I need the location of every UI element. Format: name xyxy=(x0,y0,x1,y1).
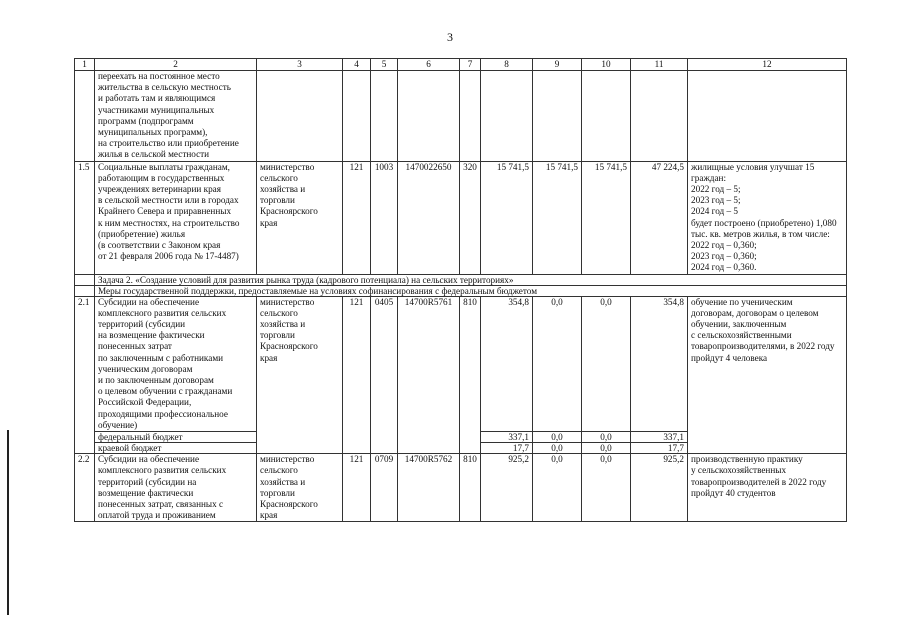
table-row-1-5 xyxy=(75,161,847,274)
table-row-2-1 xyxy=(75,296,847,431)
regional-2022: 17,7 xyxy=(481,443,533,454)
grbs-code: 121 xyxy=(343,161,371,274)
table-row-continuation xyxy=(75,71,847,162)
table-row-2-2 xyxy=(75,454,847,522)
budget-label: краевой бюджет xyxy=(95,443,257,454)
section-code: 0405 xyxy=(371,296,398,453)
amount-2024: 0,0 xyxy=(582,296,631,431)
regional-total: 17,7 xyxy=(631,443,688,454)
regional-2024: 0,0 xyxy=(582,443,631,454)
federal-2024: 0,0 xyxy=(582,432,631,443)
amount-2022: 925,2 xyxy=(481,454,533,522)
expense-type-code: 320 xyxy=(460,161,481,274)
header-cell: 10 xyxy=(582,59,631,71)
amount-2023: 0,0 xyxy=(533,454,582,522)
executor: министерство сельского хозяйства и торговли Красноярского края xyxy=(257,296,343,453)
executor: министерство сельского хозяйства и торговли Красноярского края xyxy=(257,161,343,274)
row-number: 2.1 xyxy=(75,296,95,453)
federal-2023: 0,0 xyxy=(533,432,582,443)
amount-total: 925,2 xyxy=(631,454,688,522)
header-cell: 11 xyxy=(631,59,688,71)
measures-row xyxy=(75,285,847,296)
task-title: Задача 2. «Создание условий для развития рынка труда (кадрового потенциала) на сельских территориях» xyxy=(95,274,847,285)
regional-2023: 0,0 xyxy=(533,443,582,454)
page-number: 3 xyxy=(447,30,453,44)
expected-result: жилищные условия улучшат 15 граждан: 2022 год – 5; 2023 год – 5; 2024 год – 5 будет построено (приобретено) 1,080 тыс. кв. метров жилья, в том числе: 2022 год – 0,360; 2023 год – 0,360; 2024 год – 0,360. xyxy=(688,161,847,274)
row-number: 2.2 xyxy=(75,454,95,522)
section-code: 1003 xyxy=(371,161,398,274)
measure-description: Субсидии на обеспечение комплексного развития сельских территорий (субсидии на возмещение фактически понесенных затрат по заключенным с работниками ученическим договорам и по заключенным договорам о целевом обучении с гражданами Российской Федерации, проходящими профессиональное обучение) xyxy=(95,296,257,431)
row-number: 1.5 xyxy=(75,161,95,274)
amount-2022: 15 741,5 xyxy=(481,161,533,274)
amount-total: 354,8 xyxy=(631,296,688,431)
header-cell: 6 xyxy=(398,59,460,71)
program-table xyxy=(74,58,847,522)
federal-total: 337,1 xyxy=(631,432,688,443)
section-code: 0709 xyxy=(371,454,398,522)
amount-2024: 0,0 xyxy=(582,454,631,522)
measures-title: Меры государственной поддержки, предоставляемые на условиях софинансирования с федеральным бюджетом xyxy=(95,285,847,296)
expense-type-code: 810 xyxy=(460,296,481,453)
federal-2022: 337,1 xyxy=(481,432,533,443)
measure-description: Социальные выплаты гражданам, работающим в государственных учреждениях ветеринарии края в сельской местности или в городах Крайнего Севера и приравненных к ним местностях, на строительство (приобретение) жилья (в соответствии с Законом края от 21 февраля 2006 года № 17-4487) xyxy=(95,161,257,274)
header-cell: 8 xyxy=(481,59,533,71)
measure-description: переехать на постоянное место жительства в сельскую местность и работать там и являющимся участниками муниципальных программ (подпрограмм муниципальных программ), на строительство или приобретение жилья в сельской местности xyxy=(95,71,257,162)
budget-label: федеральный бюджет xyxy=(95,432,257,443)
expected-result: производственную практику у сельскохозяйственных товаропроизводителей в 2022 году пройдут 40 студентов xyxy=(688,454,847,522)
target-article-code: 14700R5762 xyxy=(398,454,460,522)
table-header-row xyxy=(75,59,847,71)
grbs-code: 121 xyxy=(343,454,371,522)
amount-2023: 0,0 xyxy=(533,296,582,431)
header-cell: 4 xyxy=(343,59,371,71)
header-cell: 12 xyxy=(688,59,847,71)
expense-type-code: 810 xyxy=(460,454,481,522)
header-cell: 2 xyxy=(95,59,257,71)
expected-result: обучение по ученическим договорам, договорам о целевом обучении, заключенным с сельскохозяйственными товаропроизводителями, в 2022 году пройдут 4 человека xyxy=(688,296,847,453)
header-cell: 3 xyxy=(257,59,343,71)
header-cell: 7 xyxy=(460,59,481,71)
amount-total: 47 224,5 xyxy=(631,161,688,274)
amount-2024: 15 741,5 xyxy=(582,161,631,274)
target-article-code: 14700R5761 xyxy=(398,296,460,453)
task-row xyxy=(75,274,847,285)
margin-line xyxy=(7,430,9,615)
header-cell: 1 xyxy=(75,59,95,71)
amount-2023: 15 741,5 xyxy=(533,161,582,274)
amount-2022: 354,8 xyxy=(481,296,533,431)
grbs-code: 121 xyxy=(343,296,371,453)
header-cell: 9 xyxy=(533,59,582,71)
measure-description: Субсидии на обеспечение комплексного развития сельских территорий (субсидии на возмещение фактически понесенных затрат, связанных с оплатой труда и проживанием xyxy=(95,454,257,522)
header-cell: 5 xyxy=(371,59,398,71)
executor: министерство сельского хозяйства и торговли Красноярского края xyxy=(257,454,343,522)
target-article-code: 1470022650 xyxy=(398,161,460,274)
